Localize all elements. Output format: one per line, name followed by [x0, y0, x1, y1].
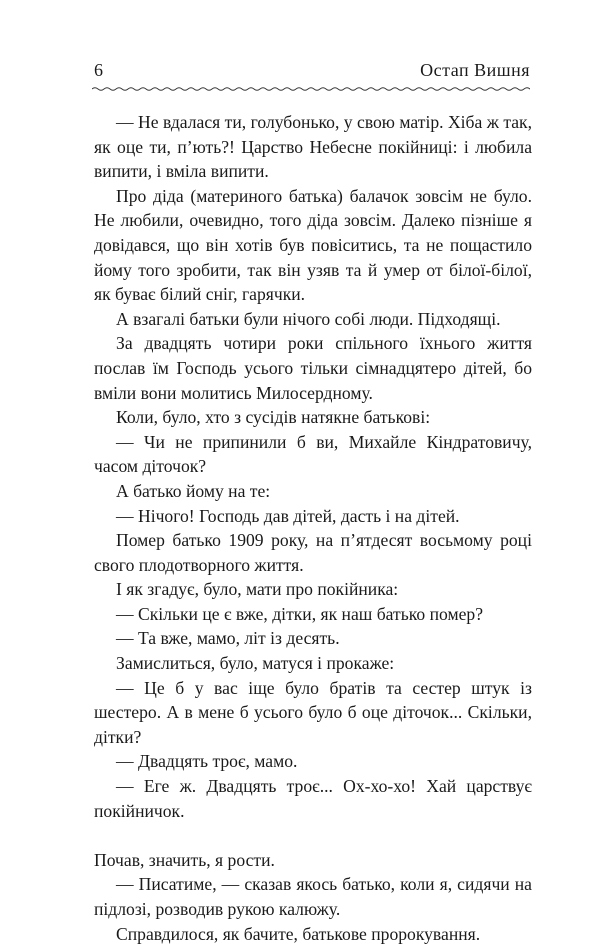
paragraph: Почав, значить, я рости.	[94, 849, 275, 870]
paragraph: Про діда (материного батька) балачок зовсім не було. Не любили, очевидно, того діда зовсім. Далеко пізніше я довідався, що він хотів був повіситись, та не пощастило йому того зробити, так він узяв та й умер от білої-білої, як буває білий сніг, гарячки.	[94, 185, 532, 305]
paragraph: — Нічого! Господь дав дітей, дасть і на дітей.	[116, 505, 460, 526]
section-break	[94, 823, 532, 848]
paragraph: — Еге ж. Двадцять троє... Ох-хо-хо! Хай царствує покійничок.	[94, 776, 532, 821]
running-head: Остап Вишня	[420, 60, 530, 80]
paragraph: — Двадцять троє, мамо.	[116, 751, 298, 772]
paragraph: Замислиться, було, матуся і прокаже:	[116, 653, 395, 674]
paragraph: Коли, було, хто з сусідів натякне батькові:	[116, 407, 431, 428]
paragraph: А батько йому на те:	[116, 480, 271, 501]
paragraph: — Писатиме, — сказав якось батько, коли я, сидячи на підлозі, розводив рукою калюжу.	[94, 874, 532, 919]
paragraph: — Та вже, мамо, літ із десять.	[116, 628, 340, 649]
paragraph: А взагалі батьки були нічого собі люди. Підходящі.	[116, 308, 501, 329]
paragraph: — Це б у вас іще було братів та сестер штук із шестеро. А в мене б усього було б оце діточок... Скільки, дітки?	[94, 677, 532, 747]
paragraph: — Скільки це є вже, дітки, як наш батько помер?	[116, 603, 484, 624]
page-number: 6	[94, 60, 103, 80]
paragraph: Помер батько 1909 року, на п’ятдесят восьмому році свого плодотворного життя.	[94, 530, 532, 575]
paragraph: — Чи не припинили б ви, Михайле Кіндратовичу, часом діточок?	[94, 431, 532, 477]
paragraph: Справдилося, як бачите, батькове пророкування.	[116, 923, 481, 944]
page-header	[94, 60, 530, 84]
paragraph: І як згадує, було, мати про покійника:	[116, 579, 399, 600]
wavy-rule	[92, 84, 530, 94]
body-text	[94, 110, 532, 946]
paragraph: За двадцять чотири роки спільного їхнього життя послав їм Господь усього тільки сімнадцятеро дітей, бо вміли вони молитись Милосердному.	[94, 333, 532, 403]
paragraph: — Не вдалася ти, голубонько, у свою матір. Хіба ж так, як оце ти, п’ють?! Царство Небесне покійниці: і любила випити, і вміла випити.	[94, 112, 532, 182]
